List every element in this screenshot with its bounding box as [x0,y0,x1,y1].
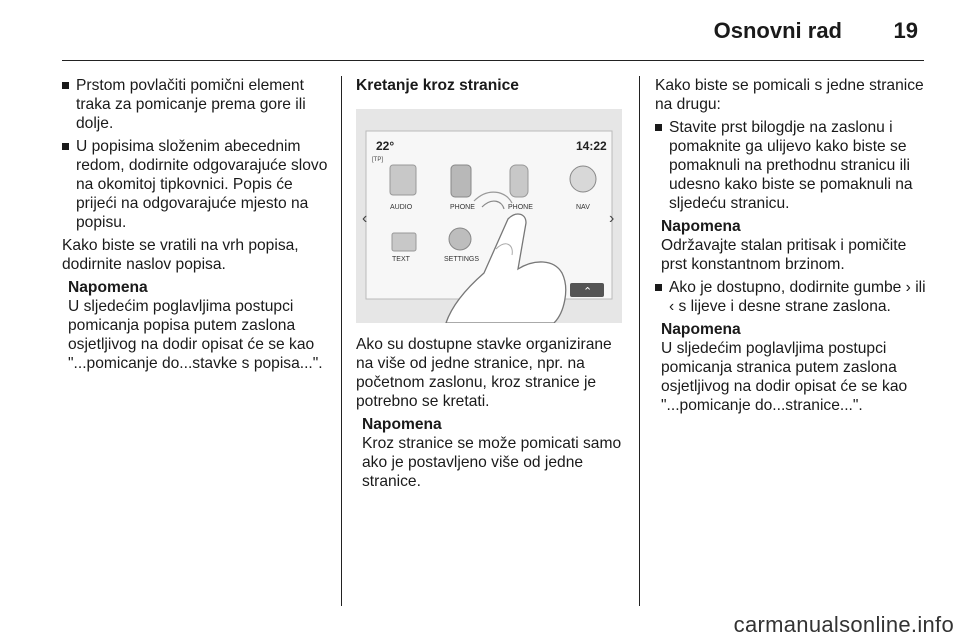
bullet-list [62,76,334,232]
list-item: U popisima složenim abecednim redom, dodirnite odgovarajuće slovo na okomitoj tipkovnici. Popis će prijeći na odgovarajuće mjesto na popisu. [62,137,334,232]
page-arrow-left: ‹ [362,210,368,227]
note-title: Napomena [661,321,741,338]
note-title: Napomena [362,416,442,433]
note-title: Napomena [661,218,741,235]
list-item: Prstom povlačiti pomični element traka za pomicanje prema gore ili dolje. [62,76,334,133]
bullet-list [655,118,927,213]
bullet-list [655,278,927,316]
audio-icon [390,165,416,195]
note-text: Kroz stranice se može pomicati samo ako je postavljeno više od jedne stranice. [362,435,622,490]
up-button-glyph: ⌃ [583,286,593,298]
app-label-phone: PHONE [450,204,475,211]
column-left [62,76,334,377]
app-label-phone-2: PHONE [508,204,533,211]
tp-label: [TP] [372,157,384,163]
phone-icon [451,165,471,197]
header-divider [62,60,924,61]
paragraph: Kako biste se vratili na vrh popisa, dodirnite naslov popisa. [62,237,299,273]
app-label-text: TEXT [392,256,410,263]
chapter-title: Osnovni rad [713,18,842,43]
note-text: U sljedećim poglavljima postupci pomicanja popisa putem zaslona osjetljivog na dodir opisat će se kao "...pomicanje do...stavke s popisa...". [68,298,323,372]
note-block [661,217,927,274]
note-title: Napomena [68,279,148,296]
paragraph: Kako biste se pomicali s jedne stranice na drugu: [655,77,924,113]
app-label-settings: SETTINGS [444,256,480,263]
clock-readout: 14:22 [576,139,607,153]
note-text: U sljedećim poglavljima postupci pomicanja stranica putem zaslona osjetljivog na dodir opisat će se kao "...pomicanje do...stranice...". [661,340,908,414]
app-label-nav: NAV [576,204,590,211]
column-divider-1 [341,76,342,606]
touchscreen-illustration [356,109,622,323]
phone-handset-icon [510,165,528,197]
column-divider-2 [639,76,640,606]
note-block [68,278,334,373]
column-right [655,76,927,419]
settings-gear-icon [449,228,471,250]
page-number: 19 [893,18,918,43]
note-text: Održavajte stalan pritisak i pomičite prst konstantnom brzinom. [661,237,907,273]
list-item: Ako je dostupno, dodirnite gumbe › ili ‹ s lijeve i desne strane zaslona. [655,278,927,316]
temperature-readout: 22° [376,139,395,153]
list-item: Stavite prst bilogdje na zaslonu i pomaknite ga ulijevo kako biste se pomaknuli na prethodnu stranicu ili udesno kako biste se pomaknuli na sljedeću stranicu. [655,118,927,213]
note-block [362,415,626,491]
compass-icon [570,166,596,192]
app-label-audio: AUDIO [390,204,413,211]
page-arrow-right: › [609,210,615,227]
column-middle [356,76,626,495]
watermark: carmanualsonline.info [733,612,954,637]
note-block [661,320,927,415]
paragraph: Ako su dostupne stavke organizirane na više od jedne stranice, npr. na početnom zaslonu, kroz stranice je potrebno se kretati. [356,336,612,410]
section-title: Kretanje kroz stranice [356,77,519,94]
text-message-icon [392,233,416,251]
